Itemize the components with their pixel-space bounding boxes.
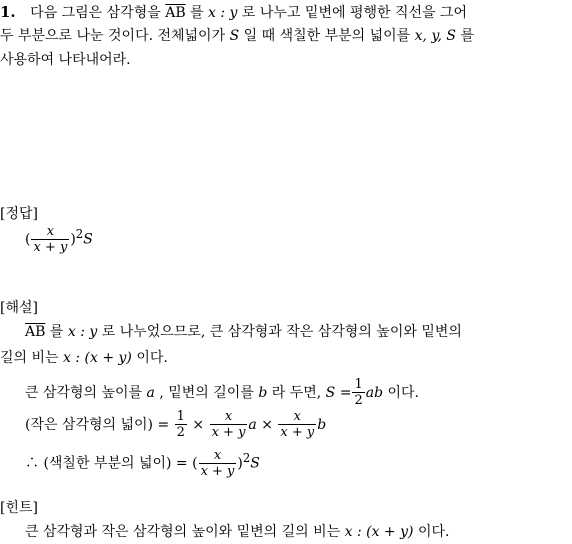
variable-b: b xyxy=(317,417,327,433)
text: 를 xyxy=(49,324,64,340)
text: 라 두면, xyxy=(271,385,322,401)
denominator: 2 xyxy=(176,425,185,440)
ratio-expression: x : y xyxy=(67,324,98,340)
equation: S = xyxy=(325,385,352,401)
paren: ) xyxy=(237,455,243,472)
product-ab: ab xyxy=(365,385,384,401)
answer-formula xyxy=(25,224,93,255)
text: , 밑변의 길이를 xyxy=(159,385,254,401)
numerator: x xyxy=(278,410,316,425)
paren: ) xyxy=(70,231,76,248)
times-sign: × xyxy=(192,417,205,433)
variable-s: S xyxy=(250,455,260,472)
text: 이다. xyxy=(417,524,450,540)
numerator: x xyxy=(210,410,248,425)
denominator: 2 xyxy=(354,393,363,408)
text: 이다. xyxy=(136,350,168,366)
problem-line-1 xyxy=(0,2,467,23)
paren: ( xyxy=(25,231,31,248)
variable-s: S xyxy=(83,231,93,248)
problem-line-3: 사용하여 나타내어라. xyxy=(0,52,131,68)
text: 큰 삼각형과 작은 삼각형의 높이와 밑변의 길의 비는 xyxy=(25,524,341,540)
numerator: 1 xyxy=(354,377,363,392)
segment-ab: $\overline{AB}$ xyxy=(165,5,186,21)
numerator: 1 xyxy=(176,409,185,424)
problem-text: 두 부분으로 나눈 것이다. 전체넓이가 xyxy=(0,28,226,44)
problem-text: 를 xyxy=(190,5,204,21)
text: 이다. xyxy=(387,385,419,401)
ratio-expression: x : (x + y) xyxy=(63,350,132,366)
problem-text: 다음 그림은 삼각형을 xyxy=(30,5,161,21)
times-sign: × xyxy=(261,417,273,433)
denominator: x + y xyxy=(200,463,235,479)
denominator: x + y xyxy=(280,425,315,440)
text: (작은 삼각형의 넓이) = xyxy=(25,417,170,433)
exponent: 2 xyxy=(242,451,251,465)
explanation-line-2 xyxy=(0,348,168,368)
explanation-line-5 xyxy=(25,448,260,479)
problem-text: 를 xyxy=(460,28,474,44)
explanation-line-4 xyxy=(25,410,326,440)
problem-text: 일 때 색칠한 부분의 넓이를 xyxy=(243,28,411,44)
answer-label: [정답] xyxy=(0,206,38,222)
fraction xyxy=(199,449,237,479)
hint-line xyxy=(25,522,449,542)
denominator: x + y xyxy=(211,425,246,440)
problem-text: 로 나누고 밑변에 평행한 직선을 그어 xyxy=(241,5,468,21)
segment-ab: $\overline{AB}$ xyxy=(25,324,46,340)
explanation-line-1 xyxy=(25,322,462,342)
variable-b: b xyxy=(258,385,268,401)
text: 큰 삼각형의 높이를 xyxy=(25,385,143,401)
hint-label: [힌트] xyxy=(0,500,38,516)
denominator: x + y xyxy=(33,239,68,255)
problem-line-2 xyxy=(0,26,474,46)
text: 로 나누었으므로, 큰 삼각형과 작은 삼각형의 높이와 밑변의 xyxy=(101,324,462,340)
numerator: x xyxy=(199,449,237,464)
explanation-line-3 xyxy=(25,378,419,408)
explanation-label: [해설] xyxy=(0,300,38,316)
ratio-expression: x : y xyxy=(208,5,238,21)
text: ∴ (색칠한 부분의 넓이) = ( xyxy=(25,455,198,472)
fraction xyxy=(352,378,364,408)
fraction xyxy=(175,410,187,440)
text: 길의 비는 xyxy=(0,350,59,366)
ratio-expression: x : (x + y) xyxy=(344,524,414,540)
fraction xyxy=(210,410,248,440)
variable-a: a xyxy=(248,417,257,433)
fraction xyxy=(278,410,316,440)
fraction xyxy=(31,225,69,255)
problem-number: 1. xyxy=(0,3,16,21)
variable-a: a xyxy=(146,385,155,401)
variable-s: S xyxy=(229,28,240,44)
numerator: x xyxy=(31,225,69,240)
exponent: 2 xyxy=(75,227,84,241)
variables: x, y, S xyxy=(414,28,456,44)
